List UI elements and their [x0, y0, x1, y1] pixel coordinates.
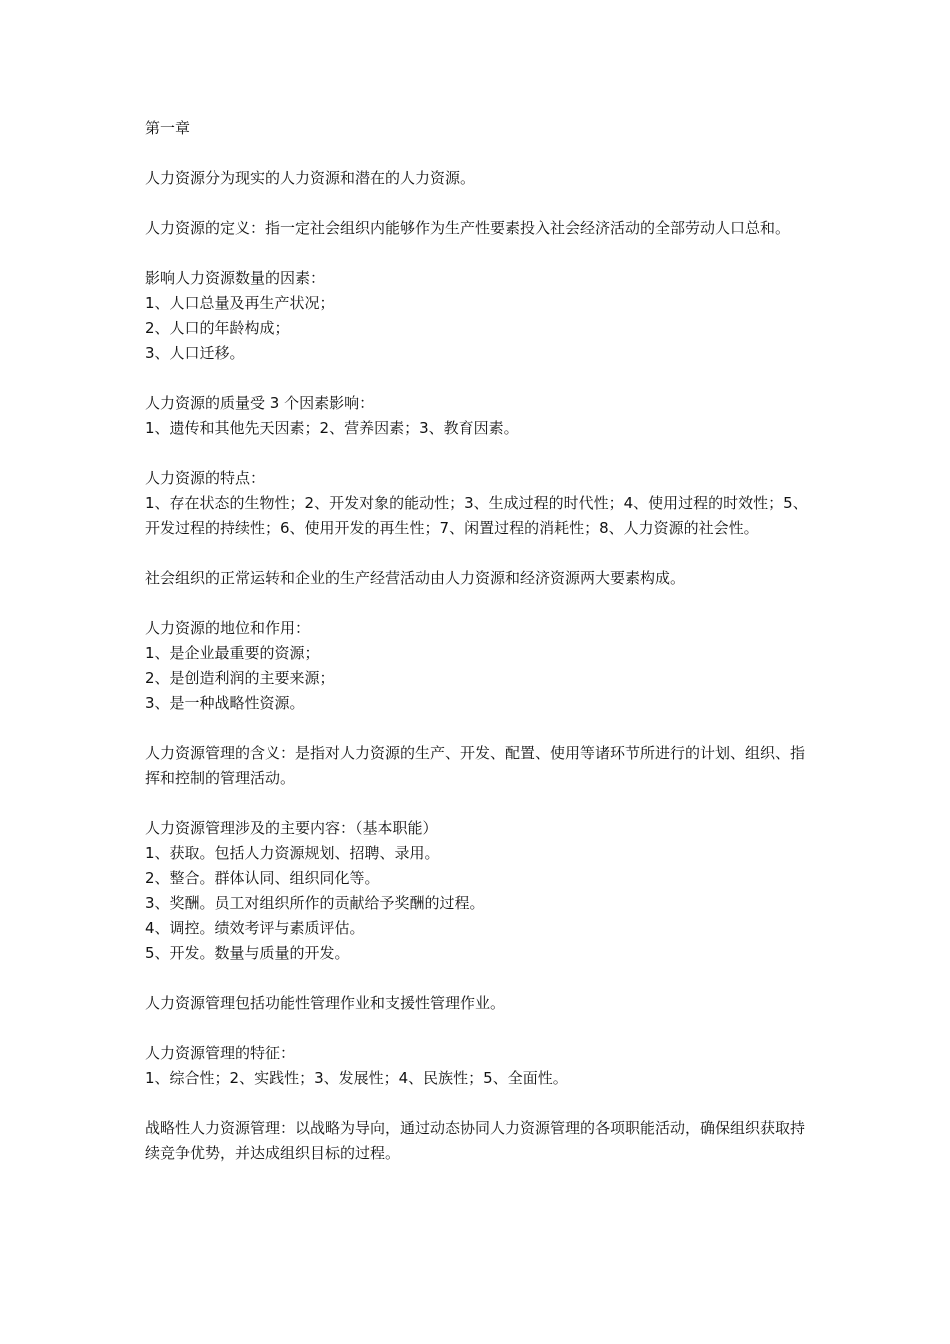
paragraph-heading-line: 人力资源管理包括功能性管理作业和支援性管理作业。 [145, 994, 506, 1012]
paragraph-line: 1、遗传和其他先天因素；2、营养因素；3、教育因素。 [145, 419, 519, 437]
paragraph-heading-line: 人力资源管理涉及的主要内容：（基本职能） [145, 819, 438, 837]
paragraph-block [145, 991, 810, 1016]
document-body [145, 116, 810, 1166]
paragraph-block [145, 1116, 810, 1166]
paragraph-line: 3、是一种战略性资源。 [145, 694, 305, 712]
paragraph-line: 1、综合性；2、实践性；3、发展性；4、民族性；5、全面性。 [145, 1069, 568, 1087]
paragraph-line: 1、获取。包括人力资源规划、招聘、录用。 [145, 844, 440, 862]
paragraph-line: 2、是创造利润的主要来源； [145, 669, 335, 687]
paragraph-line: 1、是企业最重要的资源； [145, 644, 320, 662]
paragraph-block [145, 741, 810, 791]
paragraph-line: 4、调控。绩效考评与素质评估。 [145, 919, 365, 937]
paragraph-heading-line: 影响人力资源数量的因素： [145, 269, 326, 287]
paragraph-line: 3、奖酬。员工对组织所作的贡献给予奖酬的过程。 [145, 894, 485, 912]
paragraph-line: 1、人口总量及再生产状况； [145, 294, 335, 312]
paragraph-line: 1、存在状态的生物性；2、开发对象的能动性；3、生成过程的时代性；4、使用过程的时效性；5、开发过程的持续性；6、使用开发的再生性；7、闲置过程的消耗性；8、人力资源的社会性。 [145, 494, 808, 537]
paragraph-heading-line: 人力资源分为现实的人力资源和潜在的人力资源。 [145, 169, 476, 187]
paragraph-line: 2、人口的年龄构成； [145, 319, 290, 337]
paragraph-heading-line: 人力资源管理的含义：是指对人力资源的生产、开发、配置、使用等诸环节所进行的计划、组织、指挥和控制的管理活动。 [145, 744, 806, 787]
paragraph-heading-line: 人力资源的定义：指一定社会组织内能够作为生产性要素投入社会经济活动的全部劳动人口总和。 [145, 219, 791, 237]
paragraph-heading-line: 人力资源管理的特征： [145, 1044, 296, 1062]
paragraph-block [145, 166, 810, 191]
paragraph-block [145, 566, 810, 591]
paragraph-block [145, 216, 810, 241]
paragraph-heading-line: 战略性人力资源管理：以战略为导向，通过动态协同人力资源管理的各项职能活动，确保组织获取持续竞争优势，并达成组织目标的过程。 [145, 1119, 806, 1162]
paragraph-block [145, 266, 810, 366]
paragraph-block [145, 616, 810, 716]
paragraph-line: 5、开发。数量与质量的开发。 [145, 944, 350, 962]
paragraph-heading-line: 人力资源的质量受 3 个因素影响： [145, 394, 375, 412]
chapter-heading-block [145, 116, 810, 141]
paragraph-heading-line: 人力资源的特点： [145, 469, 266, 487]
paragraph-heading-line: 社会组织的正常运转和企业的生产经营活动由人力资源和经济资源两大要素构成。 [145, 569, 686, 587]
paragraph-block [145, 1041, 810, 1091]
paragraph-list [145, 166, 810, 1166]
chapter-heading: 第一章 [145, 119, 191, 137]
paragraph-line: 2、整合。群体认同、组织同化等。 [145, 869, 380, 887]
paragraph-line: 3、人口迁移。 [145, 344, 245, 362]
paragraph-block [145, 466, 810, 541]
paragraph-heading-line: 人力资源的地位和作用： [145, 619, 311, 637]
paragraph-block [145, 816, 810, 966]
paragraph-block [145, 391, 810, 441]
